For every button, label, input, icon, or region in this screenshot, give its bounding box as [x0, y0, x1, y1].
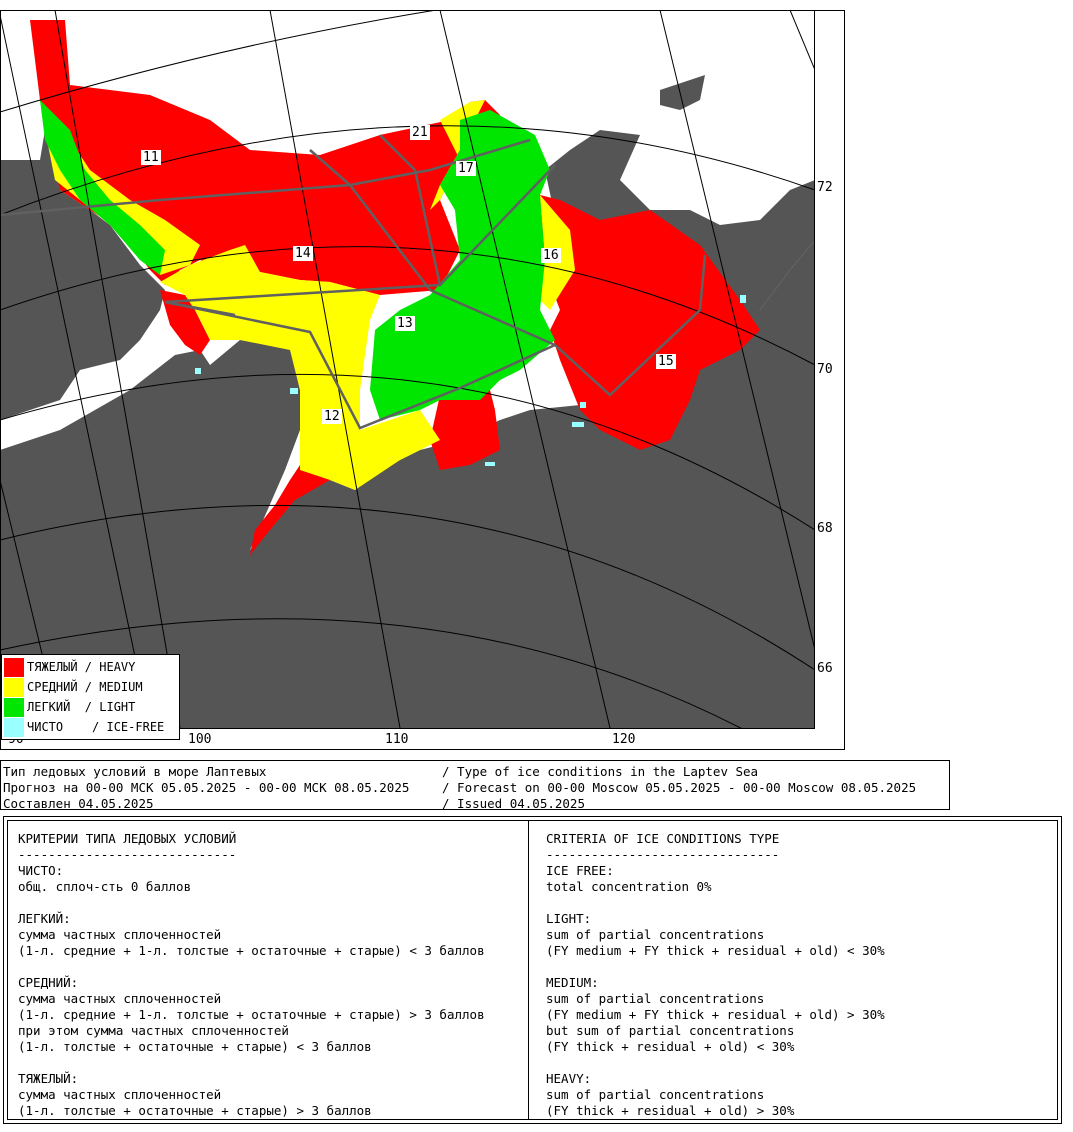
region-label: 11: [143, 150, 159, 165]
criteria-line-en: MEDIUM:: [546, 975, 599, 990]
caption-title-ru: Тип ледовых условий в море Лаптевых: [3, 764, 267, 779]
criteria-line-ru: ЧИСТО:: [18, 863, 64, 878]
legend-swatch-medium: [4, 678, 24, 697]
region-label: 15: [658, 354, 674, 369]
criteria-line-ru: (1-л. толстые + остаточные + старые) < 3 баллов: [18, 1039, 372, 1054]
criteria-line-ru: сумма частных сплоченностей: [18, 927, 222, 942]
criteria-line-en: ICE FREE:: [546, 863, 614, 878]
criteria-line-en: -------------------------------: [546, 847, 780, 862]
criteria-line-en: CRITERIA OF ICE CONDITIONS TYPE: [546, 831, 780, 846]
criteria-line-ru: (1-л. толстые + остаточные + старые) > 3 баллов: [18, 1103, 372, 1118]
legend-item-medium: [4, 677, 143, 697]
legend-swatch-ice-free: [4, 718, 24, 737]
lon-label: 100: [188, 732, 212, 747]
criteria-line-en: [546, 1055, 885, 1071]
ice-map: [0, 10, 845, 750]
legend-swatch-light: [4, 698, 24, 717]
map-caption: [0, 760, 950, 810]
criteria-line-ru: ТЯЖЕЛЫЙ:: [18, 1071, 79, 1086]
lat-label: 68: [817, 521, 833, 536]
region-label: 14: [295, 246, 311, 261]
criteria-line-ru: (1-л. средние + 1-л. толстые + остаточные + старые) > 3 баллов: [18, 1007, 485, 1022]
criteria-line-ru: общ. сплоч-сть 0 баллов: [18, 879, 192, 894]
criteria-line-ru: СРЕДНИЙ:: [18, 975, 79, 990]
criteria-line-en: (FY medium + FY thick + residual + old) > 30%: [546, 1007, 885, 1022]
criteria-inner: [7, 820, 1058, 1120]
criteria-line-ru: сумма частных сплоченностей: [18, 991, 222, 1006]
legend-label: ТЯЖЕЛЫЙ / HEAVY: [27, 660, 136, 674]
legend-item-heavy: [4, 657, 135, 677]
lon-label: 120: [612, 732, 636, 747]
ice-free-patch: [485, 462, 495, 466]
map-canvas: [0, 10, 845, 750]
ice-free-patch: [740, 295, 746, 303]
criteria-line-en: sum of partial concentrations: [546, 1087, 765, 1102]
criteria-divider: [528, 821, 529, 1119]
criteria-line-en: total concentration 0%: [546, 879, 712, 894]
lat-label: 70: [817, 362, 833, 377]
criteria-line-en: HEAVY:: [546, 1071, 592, 1086]
caption-title-en: / Type of ice conditions in the Laptev Sea: [442, 764, 759, 779]
criteria-line-en: (FY thick + residual + old) < 30%: [546, 1039, 795, 1054]
region-label: 16: [543, 248, 559, 263]
ice-free-patch: [290, 388, 298, 394]
region-label: 21: [412, 125, 428, 140]
criteria-line-ru: (1-л. средние + 1-л. толстые + остаточные + старые) < 3 баллов: [18, 943, 485, 958]
region-label: 12: [324, 409, 340, 424]
criteria-line-en: but sum of partial concentrations: [546, 1023, 795, 1038]
legend-label: СРЕДНИЙ / MEDIUM: [27, 680, 143, 694]
criteria-line-en: [546, 895, 885, 911]
criteria-line-ru: сумма частных сплоченностей: [18, 1087, 222, 1102]
lon-label: 110: [385, 732, 409, 747]
criteria-line-en: [546, 959, 885, 975]
criteria-line-en: sum of partial concentrations: [546, 991, 765, 1006]
criteria-line-ru: ЛЕГКИЙ:: [18, 911, 71, 926]
criteria-line-ru: КРИТЕРИИ ТИПА ЛЕДОВЫХ УСЛОВИЙ: [18, 831, 237, 846]
criteria-line-ru: [18, 1055, 485, 1071]
legend-swatch-heavy: [4, 658, 24, 677]
map-legend: [1, 654, 180, 740]
legend-item-light: [4, 697, 135, 717]
criteria-line-ru: -----------------------------: [18, 847, 237, 862]
criteria-ru: [18, 831, 485, 1119]
ice-free-patch: [572, 422, 584, 427]
criteria-en: [546, 831, 885, 1119]
caption-issued-en: / Issued 04.05.2025: [442, 796, 585, 811]
lat-label: 72: [817, 180, 833, 195]
criteria-line-ru: [18, 959, 485, 975]
region-label: 13: [397, 316, 413, 331]
criteria-line-ru: [18, 895, 485, 911]
legend-label: ЛЕГКИЙ / LIGHT: [27, 700, 136, 714]
criteria-line-ru: при этом сумма частных сплоченностей: [18, 1023, 289, 1038]
criteria-line-en: sum of partial concentrations: [546, 927, 765, 942]
ice-free-patch: [195, 368, 201, 374]
ice-free-patch: [580, 402, 586, 408]
legend-item-ice-free: [4, 717, 164, 737]
criteria-box: [3, 816, 1062, 1124]
criteria-line-en: (FY medium + FY thick + residual + old) < 30%: [546, 943, 885, 958]
caption-forecast-en: / Forecast on 00-00 Moscow 05.05.2025 - 00-00 Moscow 08.05.2025: [442, 780, 917, 795]
caption-issued-ru: Составлен 04.05.2025: [3, 796, 154, 811]
caption-forecast-ru: Прогноз на 00-00 МСК 05.05.2025 - 00-00 МСК 08.05.2025: [3, 780, 410, 795]
criteria-line-en: (FY thick + residual + old) > 30%: [546, 1103, 795, 1118]
legend-label: ЧИСТО / ICE-FREE: [27, 720, 165, 734]
criteria-line-en: LIGHT:: [546, 911, 592, 926]
region-label: 17: [458, 161, 474, 176]
lat-label: 66: [817, 661, 833, 676]
